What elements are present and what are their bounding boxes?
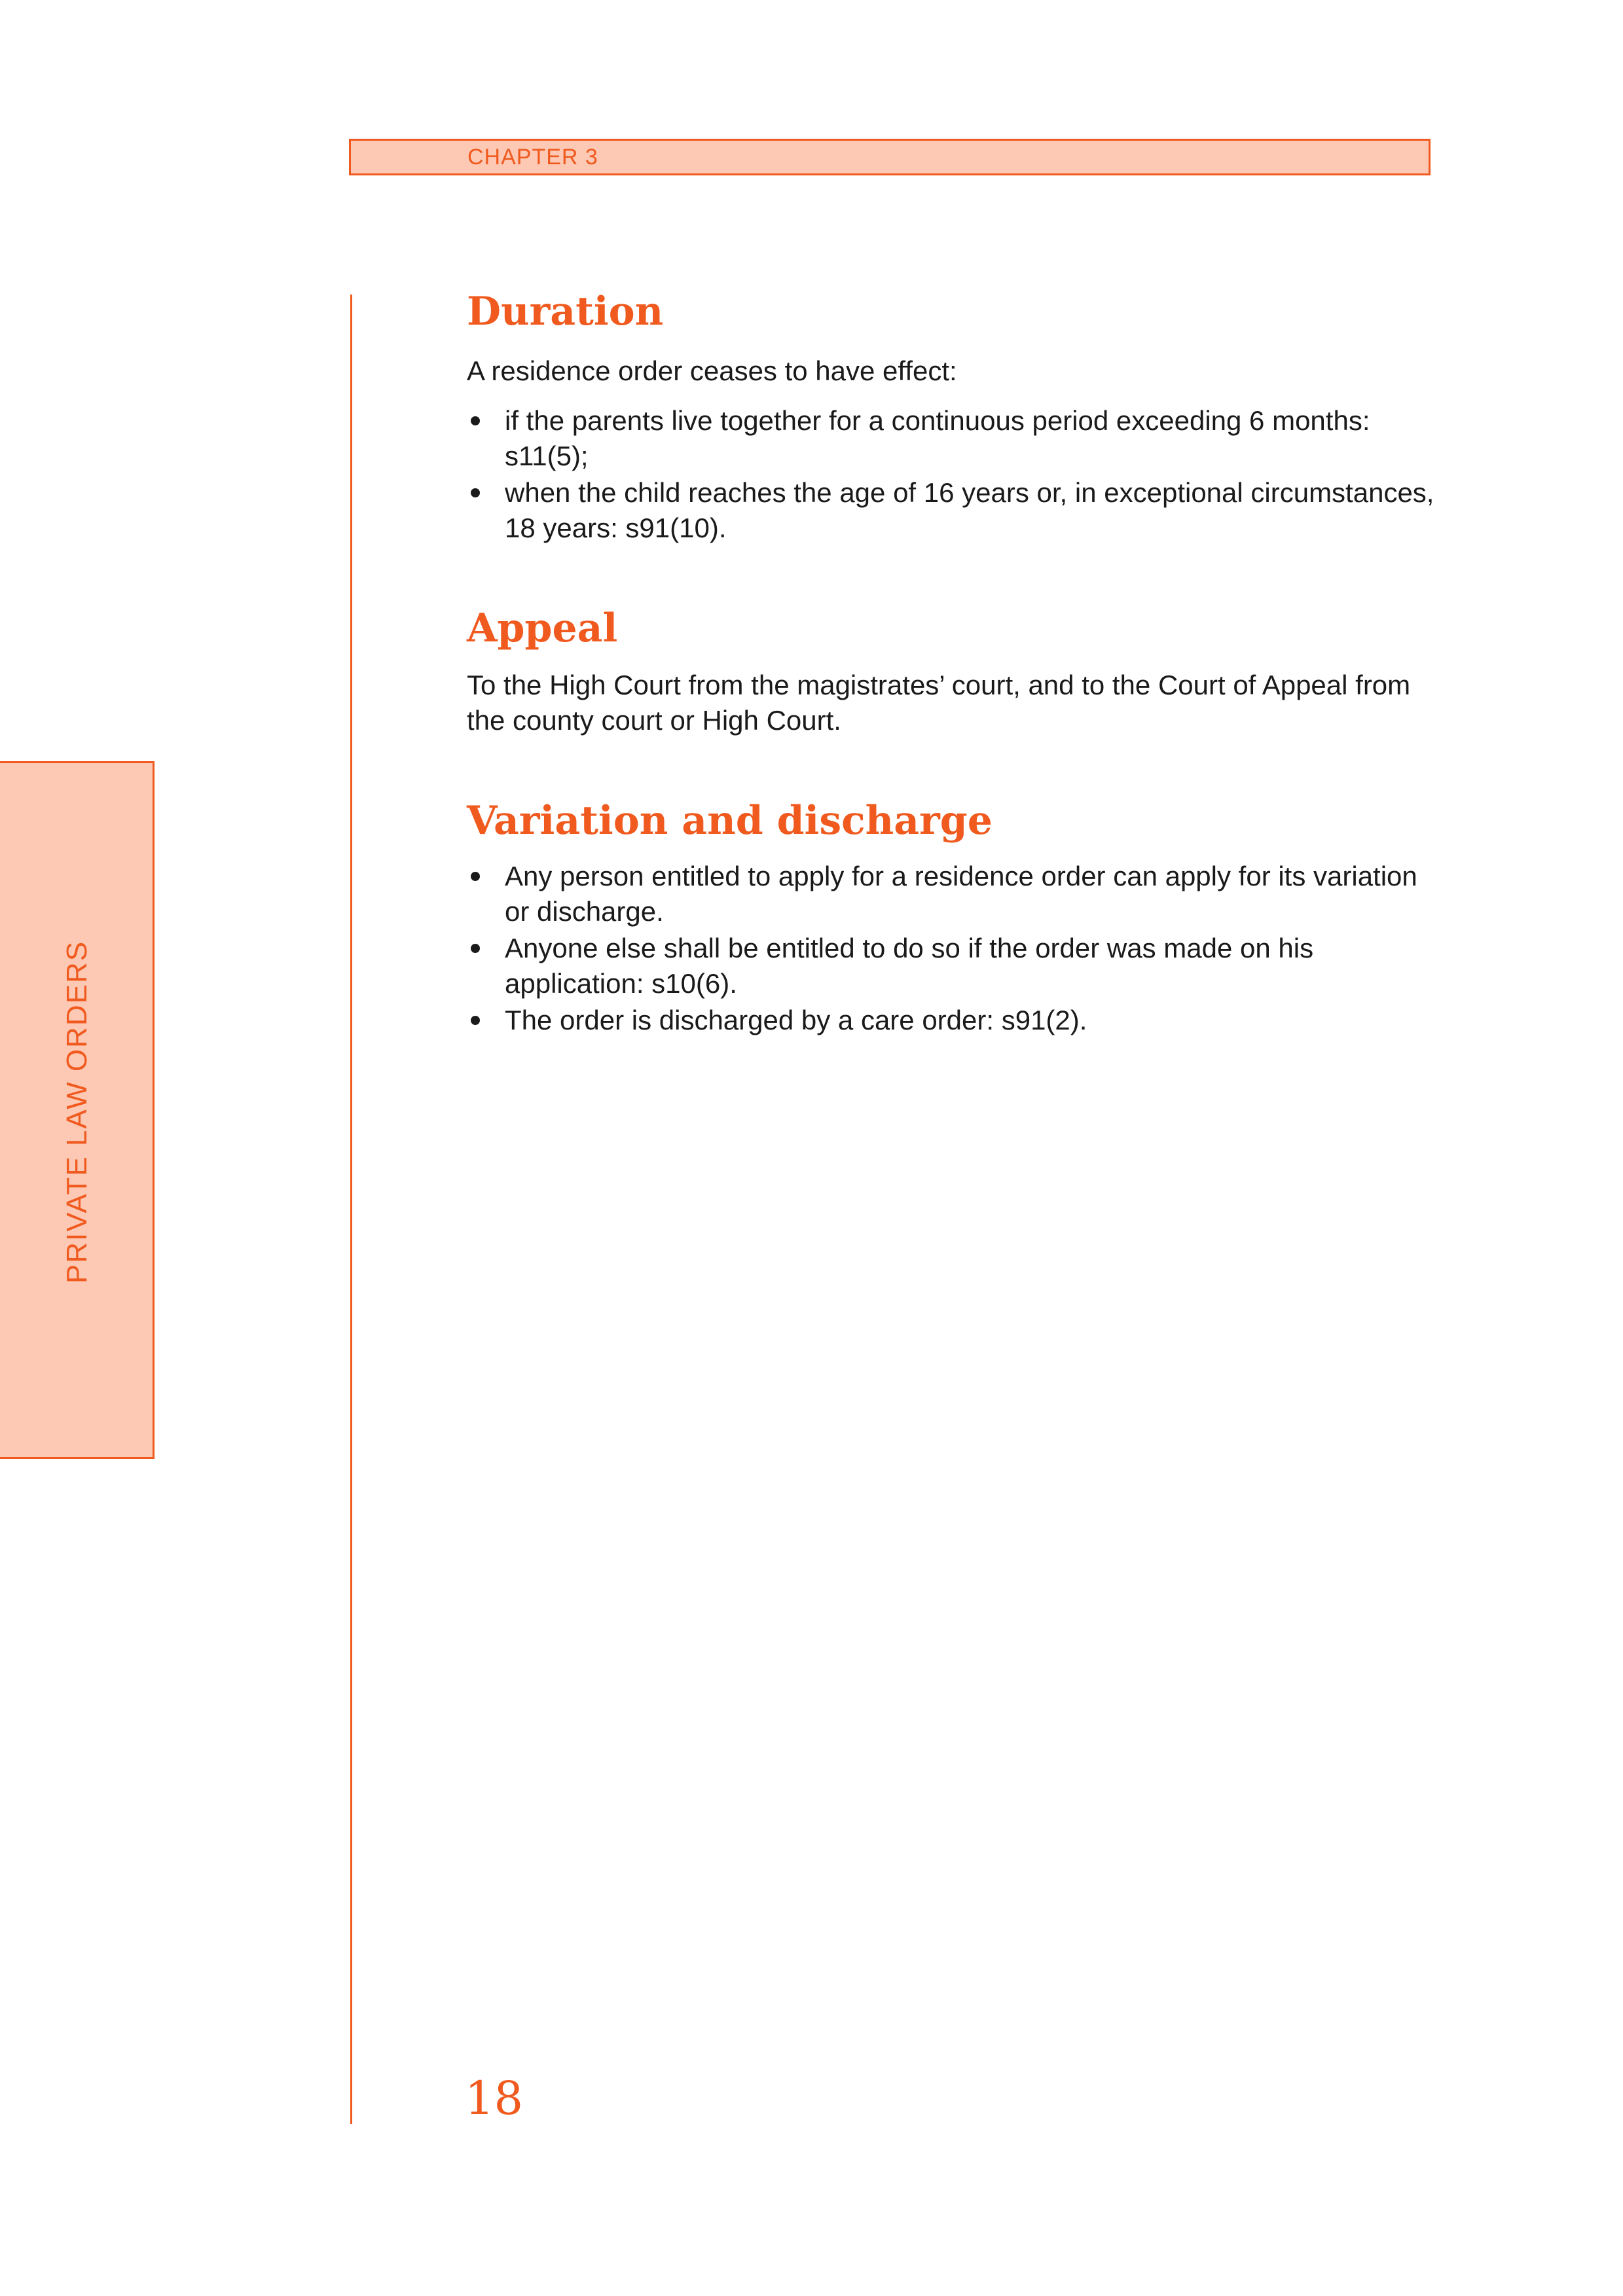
bullet-icon [471,416,480,425]
list-item [467,1003,1436,1038]
list-item [467,475,1436,546]
duration-bullet-list [467,403,1436,546]
chapter-label: CHAPTER 3 [467,145,598,170]
section-duration [467,288,1436,546]
list-item [467,931,1436,1001]
margin-rule [350,295,352,2124]
bullet-icon [471,872,480,881]
bullet-icon [471,944,480,953]
page-content [467,288,1436,1038]
bullet-text: Any person entitled to apply for a residence order can apply for its variation or discharge. [505,861,1417,927]
duration-intro: A residence order ceases to have effect: [467,355,957,386]
variation-bullet-list [467,859,1436,1038]
bullet-text: Anyone else shall be entitled to do so if the order was made on his application: s10(6). [505,933,1314,999]
section-heading-appeal: Appeal [467,605,618,651]
section-heading-variation: Variation and discharge [467,798,993,844]
appeal-text: To the High Court from the magistrates’ court, and to the Court of Appeal from the county court or High Court. [467,670,1411,736]
bullet-text: when the child reaches the age of 16 years or, in exceptional circumstances, 18 years: s91(10). [505,477,1434,543]
section-heading-duration: Duration [467,289,664,334]
section-appeal [467,605,1436,738]
bullet-text: The order is discharged by a care order: s91(2). [505,1005,1087,1035]
chapter-header-bar [349,139,1431,175]
list-item [467,403,1436,474]
side-tab [0,761,155,1459]
side-tab-label: PRIVATE LAW ORDERS [61,940,93,1284]
page-number: 18 [465,2072,524,2125]
list-item [467,859,1436,929]
bullet-icon [471,1016,480,1025]
section-variation [467,797,1436,1038]
bullet-icon [471,488,480,497]
bullet-text: if the parents live together for a continuous period exceeding 6 months: s11(5); [505,405,1370,471]
